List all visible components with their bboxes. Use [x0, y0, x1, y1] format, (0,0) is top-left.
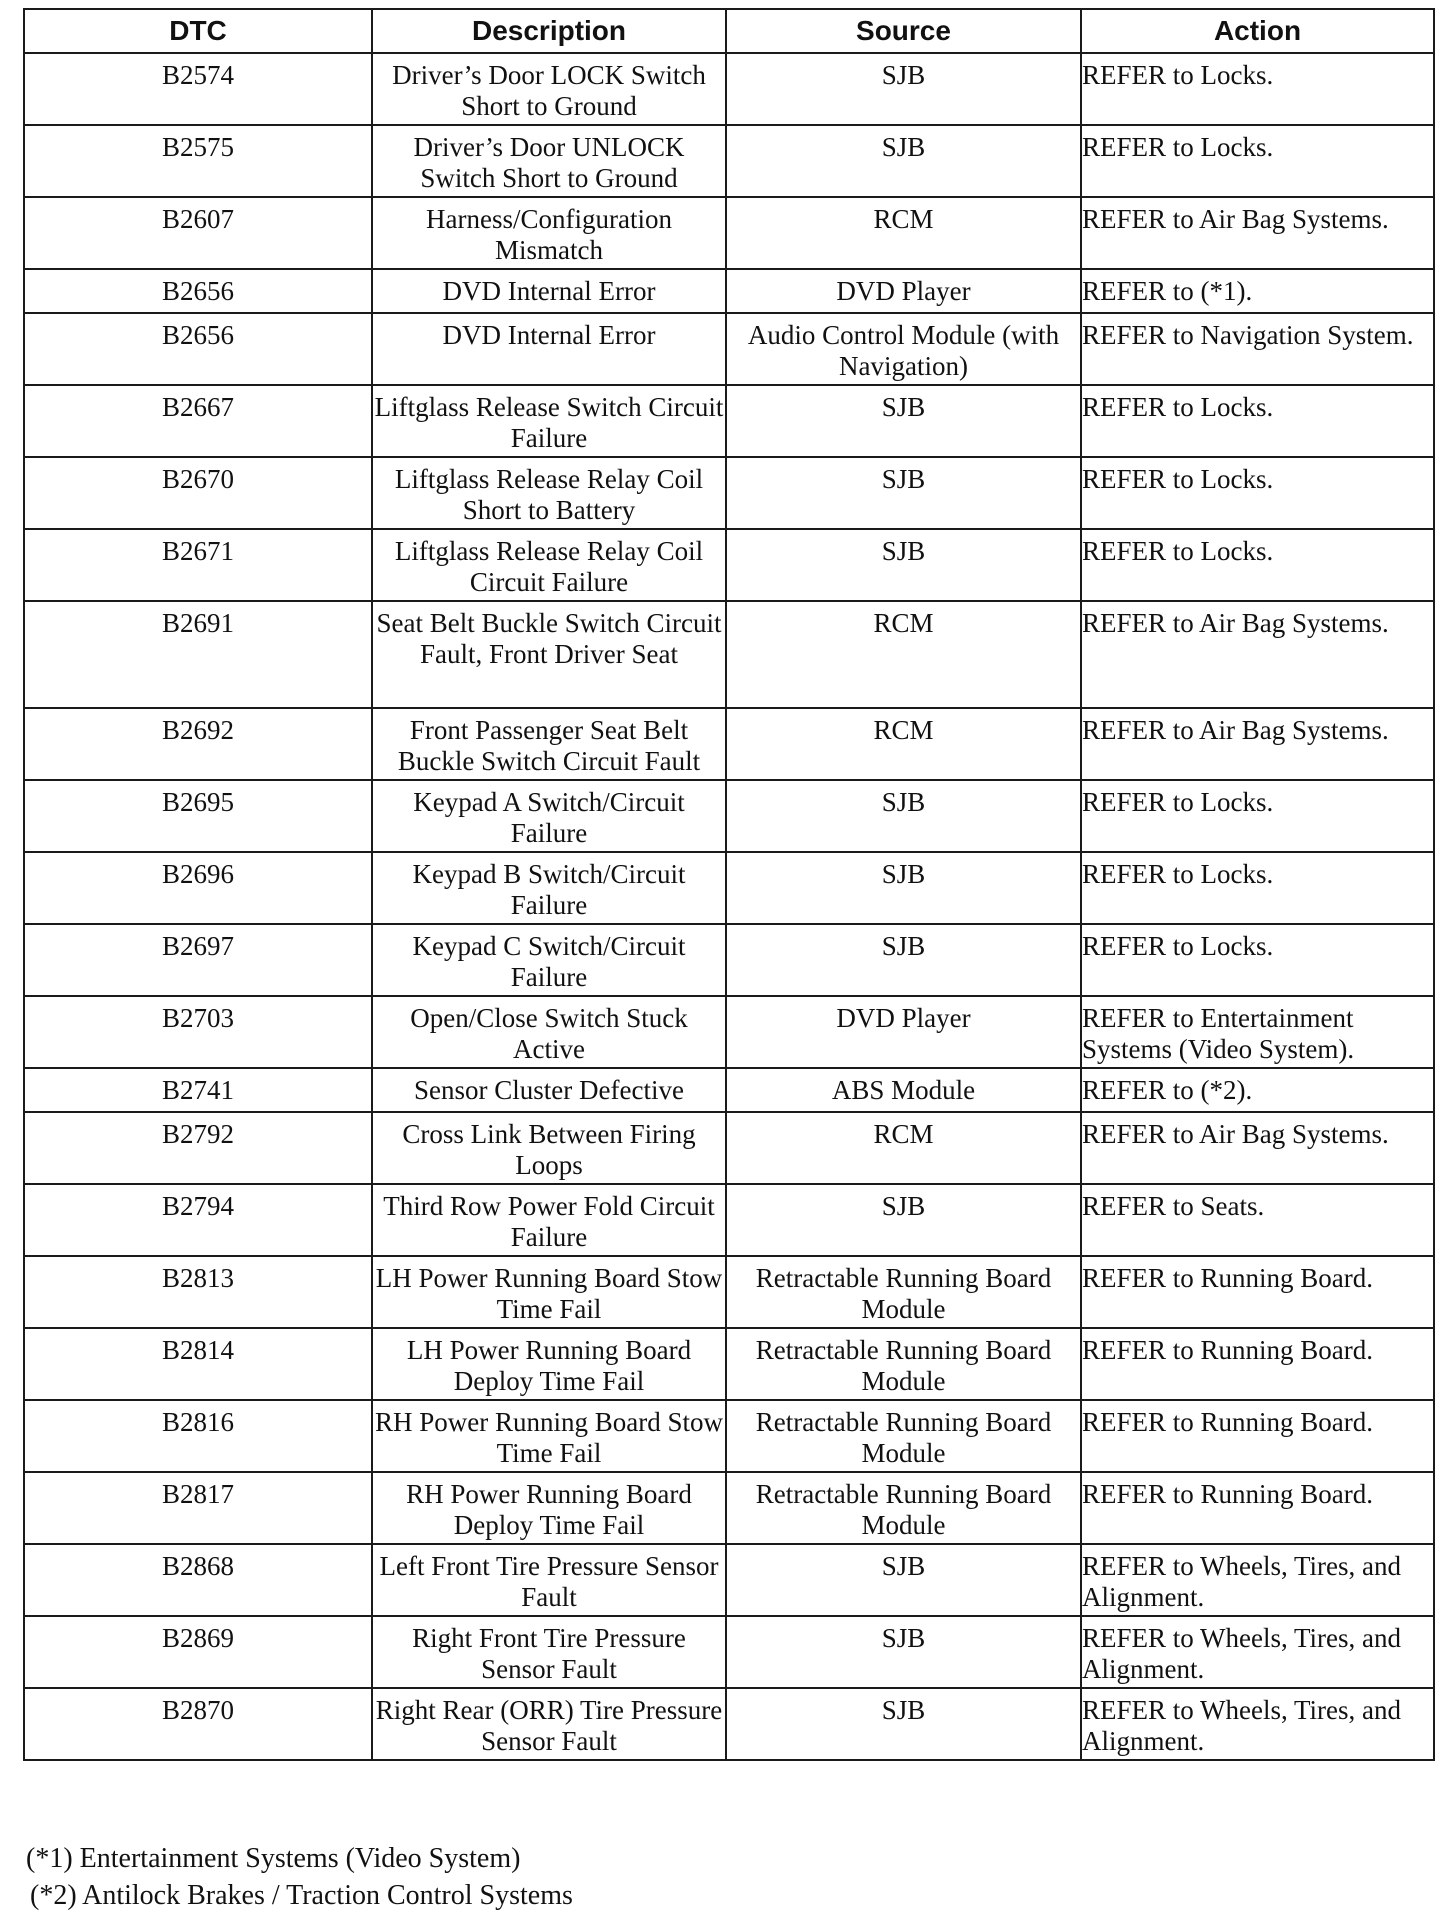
cell-description: Driver’s Door UNLOCK Switch Short to Ground	[372, 125, 726, 197]
cell-source: SJB	[726, 53, 1081, 125]
table-row	[24, 1616, 1434, 1688]
cell-description: Liftglass Release Relay Coil Short to Battery	[372, 457, 726, 529]
table-row	[24, 601, 1434, 708]
cell-dtc: B2575	[24, 125, 372, 197]
header-row	[24, 9, 1434, 53]
cell-source: SJB	[726, 1544, 1081, 1616]
cell-description: Seat Belt Buckle Switch Circuit Fault, Front Driver Seat	[372, 601, 726, 708]
cell-source: SJB	[726, 529, 1081, 601]
table-row	[24, 996, 1434, 1068]
cell-dtc: B2696	[24, 852, 372, 924]
table-row	[24, 529, 1434, 601]
cell-source: DVD Player	[726, 996, 1081, 1068]
cell-action: REFER to Navigation System.	[1081, 313, 1434, 385]
footnote-1: (*1) Entertainment Systems (Video System)	[26, 1843, 521, 1874]
cell-source: SJB	[726, 1184, 1081, 1256]
table-row	[24, 1544, 1434, 1616]
cell-description: Right Front Tire Pressure Sensor Fault	[372, 1616, 726, 1688]
cell-dtc: B2703	[24, 996, 372, 1068]
cell-description: Keypad B Switch/Circuit Failure	[372, 852, 726, 924]
cell-action: REFER to Seats.	[1081, 1184, 1434, 1256]
cell-dtc: B2792	[24, 1112, 372, 1184]
cell-description: Keypad C Switch/Circuit Failure	[372, 924, 726, 996]
table-row	[24, 53, 1434, 125]
cell-action: REFER to Wheels, Tires, and Alignment.	[1081, 1544, 1434, 1616]
cell-description: RH Power Running Board Deploy Time Fail	[372, 1472, 726, 1544]
footnotes	[26, 1840, 573, 1914]
cell-action: REFER to (*2).	[1081, 1068, 1434, 1112]
cell-source: SJB	[726, 457, 1081, 529]
cell-source: Retractable Running Board Module	[726, 1472, 1081, 1544]
cell-dtc: B2656	[24, 269, 372, 313]
cell-description: RH Power Running Board Stow Time Fail	[372, 1400, 726, 1472]
cell-action: REFER to (*1).	[1081, 269, 1434, 313]
cell-source: Retractable Running Board Module	[726, 1256, 1081, 1328]
table-row	[24, 197, 1434, 269]
cell-description: Front Passenger Seat Belt Buckle Switch Circuit Fault	[372, 708, 726, 780]
cell-dtc: B2813	[24, 1256, 372, 1328]
cell-dtc: B2607	[24, 197, 372, 269]
cell-dtc: B2817	[24, 1472, 372, 1544]
cell-description: Left Front Tire Pressure Sensor Fault	[372, 1544, 726, 1616]
cell-description: DVD Internal Error	[372, 313, 726, 385]
cell-source: Retractable Running Board Module	[726, 1328, 1081, 1400]
cell-source: SJB	[726, 1616, 1081, 1688]
cell-action: REFER to Air Bag Systems.	[1081, 601, 1434, 708]
cell-source: DVD Player	[726, 269, 1081, 313]
cell-action: REFER to Locks.	[1081, 53, 1434, 125]
cell-source: SJB	[726, 924, 1081, 996]
cell-description: Driver’s Door LOCK Switch Short to Ground	[372, 53, 726, 125]
cell-description: Third Row Power Fold Circuit Failure	[372, 1184, 726, 1256]
table-row	[24, 1328, 1434, 1400]
dtc-table	[23, 8, 1435, 1761]
table-row	[24, 1184, 1434, 1256]
header-description: Description	[372, 9, 726, 53]
cell-action: REFER to Entertainment Systems (Video System).	[1081, 996, 1434, 1068]
cell-source: SJB	[726, 852, 1081, 924]
cell-action: REFER to Wheels, Tires, and Alignment.	[1081, 1616, 1434, 1688]
table-row	[24, 1472, 1434, 1544]
cell-description: Sensor Cluster Defective	[372, 1068, 726, 1112]
cell-source: SJB	[726, 125, 1081, 197]
cell-description: Liftglass Release Switch Circuit Failure	[372, 385, 726, 457]
cell-action: REFER to Running Board.	[1081, 1472, 1434, 1544]
cell-description: Open/Close Switch Stuck Active	[372, 996, 726, 1068]
cell-dtc: B2695	[24, 780, 372, 852]
cell-action: REFER to Running Board.	[1081, 1328, 1434, 1400]
cell-action: REFER to Locks.	[1081, 529, 1434, 601]
table-row	[24, 780, 1434, 852]
cell-dtc: B2692	[24, 708, 372, 780]
cell-action: REFER to Air Bag Systems.	[1081, 1112, 1434, 1184]
footnote-2: (*2) Antilock Brakes / Traction Control Systems	[30, 1880, 573, 1911]
cell-action: REFER to Locks.	[1081, 924, 1434, 996]
cell-dtc: B2816	[24, 1400, 372, 1472]
cell-dtc: B2741	[24, 1068, 372, 1112]
cell-description: DVD Internal Error	[372, 269, 726, 313]
table-row	[24, 1112, 1434, 1184]
cell-action: REFER to Wheels, Tires, and Alignment.	[1081, 1688, 1434, 1760]
cell-description: Keypad A Switch/Circuit Failure	[372, 780, 726, 852]
cell-action: REFER to Locks.	[1081, 457, 1434, 529]
cell-description: Cross Link Between Firing Loops	[372, 1112, 726, 1184]
table-row	[24, 1068, 1434, 1112]
cell-source: ABS Module	[726, 1068, 1081, 1112]
cell-dtc: B2868	[24, 1544, 372, 1616]
cell-action: REFER to Air Bag Systems.	[1081, 197, 1434, 269]
cell-dtc: B2667	[24, 385, 372, 457]
cell-action: REFER to Running Board.	[1081, 1256, 1434, 1328]
cell-dtc: B2697	[24, 924, 372, 996]
table-row	[24, 313, 1434, 385]
table-row	[24, 852, 1434, 924]
header-source: Source	[726, 9, 1081, 53]
table-row	[24, 1688, 1434, 1760]
cell-description: LH Power Running Board Stow Time Fail	[372, 1256, 726, 1328]
cell-description: LH Power Running Board Deploy Time Fail	[372, 1328, 726, 1400]
cell-source: SJB	[726, 385, 1081, 457]
cell-action: REFER to Air Bag Systems.	[1081, 708, 1434, 780]
cell-description: Harness/Configuration Mismatch	[372, 197, 726, 269]
cell-dtc: B2656	[24, 313, 372, 385]
table-row	[24, 708, 1434, 780]
table-row	[24, 1400, 1434, 1472]
cell-action: REFER to Running Board.	[1081, 1400, 1434, 1472]
cell-dtc: B2691	[24, 601, 372, 708]
cell-action: REFER to Locks.	[1081, 385, 1434, 457]
cell-dtc: B2794	[24, 1184, 372, 1256]
header-dtc: DTC	[24, 9, 372, 53]
cell-source: RCM	[726, 197, 1081, 269]
header-action: Action	[1081, 9, 1434, 53]
cell-source: SJB	[726, 780, 1081, 852]
cell-source: Audio Control Module (with Navigation)	[726, 313, 1081, 385]
cell-source: RCM	[726, 1112, 1081, 1184]
cell-source: SJB	[726, 1688, 1081, 1760]
cell-dtc: B2670	[24, 457, 372, 529]
table-row	[24, 125, 1434, 197]
cell-source: Retractable Running Board Module	[726, 1400, 1081, 1472]
cell-dtc: B2574	[24, 53, 372, 125]
cell-action: REFER to Locks.	[1081, 852, 1434, 924]
cell-source: RCM	[726, 708, 1081, 780]
table-row	[24, 924, 1434, 996]
cell-dtc: B2870	[24, 1688, 372, 1760]
cell-description: Liftglass Release Relay Coil Circuit Failure	[372, 529, 726, 601]
cell-dtc: B2814	[24, 1328, 372, 1400]
cell-action: REFER to Locks.	[1081, 125, 1434, 197]
cell-dtc: B2869	[24, 1616, 372, 1688]
cell-description: Right Rear (ORR) Tire Pressure Sensor Fault	[372, 1688, 726, 1760]
cell-action: REFER to Locks.	[1081, 780, 1434, 852]
table-row	[24, 1256, 1434, 1328]
cell-dtc: B2671	[24, 529, 372, 601]
table-row	[24, 385, 1434, 457]
cell-source: RCM	[726, 601, 1081, 708]
table-row	[24, 269, 1434, 313]
table-row	[24, 457, 1434, 529]
